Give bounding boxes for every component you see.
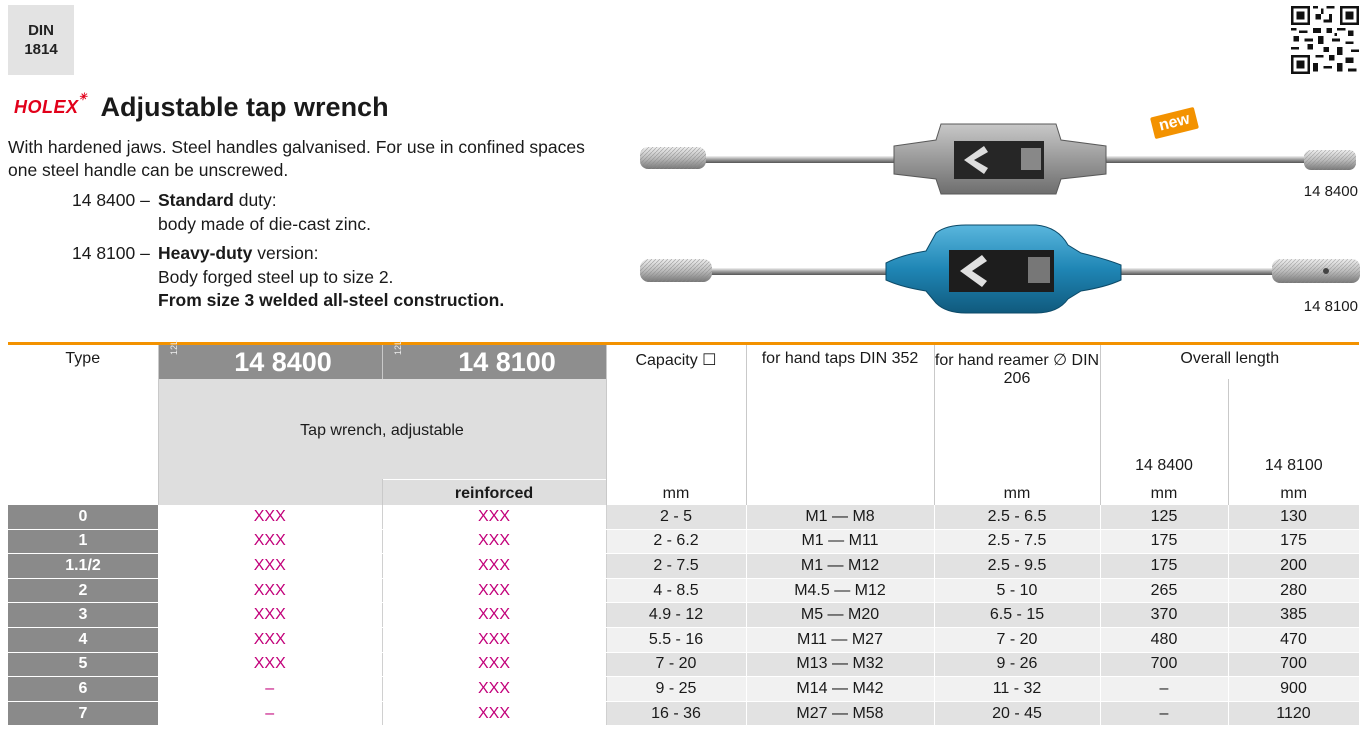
th-len-148400: 14 8400 — [1100, 379, 1228, 479]
hand-reamer-value: 11 - 32 — [934, 677, 1100, 702]
table-row — [8, 627, 1359, 652]
variant-item — [72, 189, 504, 236]
code-number: 14 8100 — [458, 347, 556, 377]
th-unit-reamer: mm — [934, 479, 1100, 505]
spec-table — [8, 339, 1360, 726]
wrench-image-148100 — [636, 215, 1364, 315]
hand-taps-value: M1 — M8 — [746, 505, 934, 530]
th-hand-reamer: for hand reamer ∅ DIN 206 — [934, 345, 1100, 479]
table-row — [8, 554, 1359, 579]
length-148400-value: 700 — [1100, 652, 1228, 677]
qr-code-icon[interactable] — [1291, 5, 1359, 75]
hand-taps-value: M1 — M11 — [746, 529, 934, 554]
hand-reamer-value: 7 - 20 — [934, 627, 1100, 652]
row-type: 1.1/2 — [8, 554, 158, 579]
order-code-148100[interactable]: XXX — [382, 627, 606, 652]
variant-rest: duty: — [233, 190, 277, 210]
capacity-value: 9 - 25 — [606, 677, 746, 702]
hand-reamer-value: 5 - 10 — [934, 578, 1100, 603]
th-unit-len1: mm — [1100, 479, 1228, 505]
length-148400-value: 370 — [1100, 603, 1228, 628]
order-code-148100[interactable]: XXX — [382, 505, 606, 530]
length-148100-value: 175 — [1228, 529, 1359, 554]
image-label-148400: 14 8400 — [1303, 183, 1358, 200]
hand-reamer-value: 9 - 26 — [934, 652, 1100, 677]
hand-reamer-value: 20 - 45 — [934, 701, 1100, 726]
order-code-148400[interactable]: XXX — [158, 652, 382, 677]
title-row — [14, 92, 389, 123]
table-row — [8, 529, 1359, 554]
order-code-148400[interactable]: XXX — [158, 505, 382, 530]
length-148400-value: 125 — [1100, 505, 1228, 530]
capacity-value: 5.5 - 16 — [606, 627, 746, 652]
th-overall-length: Overall length — [1180, 350, 1280, 367]
table-row — [8, 652, 1359, 677]
hand-taps-value: M27 — M58 — [746, 701, 934, 726]
hand-reamer-value: 2.5 - 9.5 — [934, 554, 1100, 579]
hand-taps-value: M5 — M20 — [746, 603, 934, 628]
hand-taps-value: M13 — M32 — [746, 652, 934, 677]
order-code-148400[interactable]: XXX — [158, 554, 382, 579]
length-148100-value: 1120 — [1228, 701, 1359, 726]
hand-taps-value: M4.5 — M12 — [746, 578, 934, 603]
th-hand-taps: for hand taps DIN 352 — [746, 345, 934, 505]
table-row — [8, 701, 1359, 726]
capacity-value: 4 - 8.5 — [606, 578, 746, 603]
variant-list — [72, 189, 504, 319]
spec-table-wrap — [8, 339, 1359, 732]
code-number: 14 8400 — [234, 347, 332, 377]
length-148400-value: 175 — [1100, 529, 1228, 554]
din-standard-badge — [8, 5, 74, 75]
brand-name: HOLEX — [14, 97, 79, 117]
order-code-148100[interactable]: XXX — [382, 529, 606, 554]
variant-item — [72, 242, 504, 313]
length-148400-value: 265 — [1100, 578, 1228, 603]
hand-reamer-value: 2.5 - 7.5 — [934, 529, 1100, 554]
order-code-148100[interactable]: XXX — [382, 554, 606, 579]
product-description: With hardened jaws. Steel handles galvanised. For use in confined spaces one steel handle can be unscrewed. — [8, 137, 585, 180]
variant-text — [158, 189, 371, 236]
order-code-148100[interactable]: XXX — [382, 677, 606, 702]
th-blank — [158, 479, 382, 505]
th-len-148100: 14 8100 — [1264, 457, 1323, 474]
variant-bold: Standard — [158, 190, 234, 210]
wrench-image-148400 — [636, 116, 1364, 196]
hand-taps-value: M14 — M42 — [746, 677, 934, 702]
order-code-148100[interactable]: XXX — [382, 578, 606, 603]
table-row — [8, 677, 1359, 702]
variant-line2: body made of die-cast zinc. — [158, 213, 372, 234]
order-code-148400[interactable]: – — [158, 677, 382, 702]
order-code-148100[interactable]: XXX — [382, 652, 606, 677]
variant-line2: Body forged steel up to size 2. — [158, 266, 394, 287]
row-type: 5 — [8, 652, 158, 677]
din-number: 1814 — [24, 41, 58, 58]
length-148100-value: 470 — [1228, 627, 1359, 652]
table-row — [8, 578, 1359, 603]
table-row — [8, 603, 1359, 628]
brand-star-icon: ✳ — [78, 92, 88, 103]
length-148100-value: 130 — [1228, 505, 1359, 530]
variant-code: 14 8100 – — [72, 243, 150, 263]
holex-logo — [14, 92, 88, 118]
order-code-148400[interactable]: XXX — [158, 603, 382, 628]
length-148100-value: 900 — [1228, 677, 1359, 702]
page-title: Adjustable tap wrench — [100, 92, 389, 122]
capacity-value: 4.9 - 12 — [606, 603, 746, 628]
table-row — [8, 505, 1359, 530]
order-code-148400[interactable]: XXX — [158, 578, 382, 603]
order-code-148100[interactable]: XXX — [382, 603, 606, 628]
row-type: 1 — [8, 529, 158, 554]
variant-line3: From size 3 welded all-steel construction. — [158, 290, 505, 310]
capacity-value: 2 - 5 — [606, 505, 746, 530]
code-prefix: 12L — [392, 339, 403, 355]
variant-text — [158, 242, 504, 313]
th-code-148400[interactable] — [158, 339, 382, 379]
th-unit-capacity: mm — [606, 479, 746, 505]
din-label: DIN — [28, 22, 54, 39]
length-148100-value: 200 — [1228, 554, 1359, 579]
order-code-148100[interactable]: XXX — [382, 701, 606, 726]
th-code-148100[interactable] — [382, 339, 606, 379]
row-type: 0 — [8, 505, 158, 530]
image-label-148100: 14 8100 — [1303, 298, 1358, 315]
length-148100-value: 700 — [1228, 652, 1359, 677]
order-code-148400[interactable]: XXX — [158, 529, 382, 554]
capacity-value: 2 - 6.2 — [606, 529, 746, 554]
length-148100-value: 385 — [1228, 603, 1359, 628]
th-capacity: Capacity ☐ — [606, 345, 746, 479]
code-prefix: 12L — [168, 339, 179, 355]
th-type: Type — [8, 345, 158, 505]
variant-code: 14 8400 – — [72, 190, 150, 210]
variant-rest: version: — [252, 243, 319, 263]
row-type: 6 — [8, 677, 158, 702]
order-code-148400[interactable]: – — [158, 701, 382, 726]
row-type: 3 — [8, 603, 158, 628]
row-type: 7 — [8, 701, 158, 726]
new-badge: new — [1150, 107, 1199, 139]
th-tap-wrench-desc: Tap wrench, adjustable — [158, 379, 606, 479]
capacity-value: 16 - 36 — [606, 701, 746, 726]
th-reinforced: reinforced — [382, 479, 606, 505]
length-148100-value: 280 — [1228, 578, 1359, 603]
length-148400-value: – — [1100, 701, 1228, 726]
hand-taps-value: M11 — M27 — [746, 627, 934, 652]
order-code-148400[interactable]: XXX — [158, 627, 382, 652]
row-type: 2 — [8, 578, 158, 603]
variant-bold: Heavy-duty — [158, 243, 253, 263]
hand-taps-value: M1 — M12 — [746, 554, 934, 579]
hand-reamer-value: 2.5 - 6.5 — [934, 505, 1100, 530]
row-type: 4 — [8, 627, 158, 652]
hand-reamer-value: 6.5 - 15 — [934, 603, 1100, 628]
th-unit-len2: mm — [1280, 484, 1308, 502]
capacity-value: 2 - 7.5 — [606, 554, 746, 579]
length-148400-value: 175 — [1100, 554, 1228, 579]
length-148400-value: 480 — [1100, 627, 1228, 652]
length-148400-value: – — [1100, 677, 1228, 702]
spec-table-body — [8, 505, 1359, 726]
capacity-value: 7 - 20 — [606, 652, 746, 677]
